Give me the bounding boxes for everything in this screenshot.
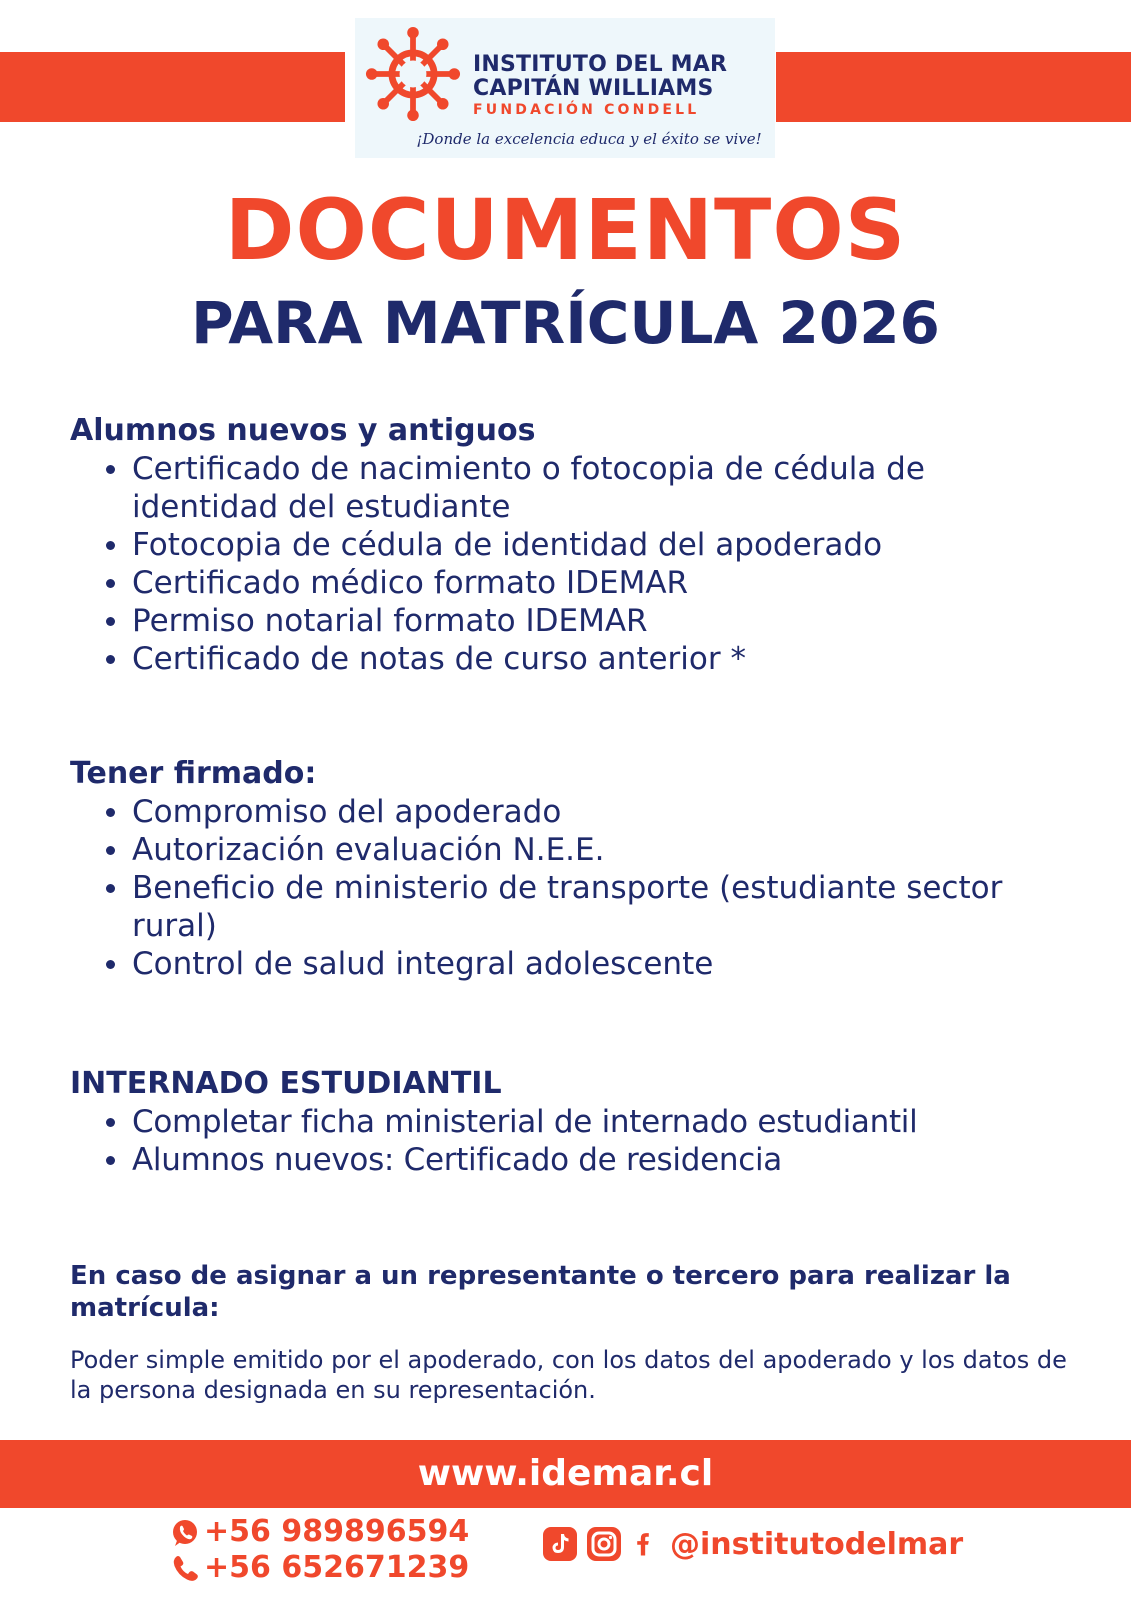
bullet-icon — [106, 960, 115, 969]
page-title: DOCUMENTOS — [224, 181, 907, 279]
section-signed-documents — [70, 755, 1080, 983]
list-item: Alumnos nuevos: Certificado de residencia — [70, 1141, 1080, 1179]
section-heading: Alumnos nuevos y antiguos — [70, 413, 536, 448]
bullet-icon — [106, 655, 115, 664]
representative-note-body: Poder simple emitido por el apoderado, con los datos del apoderado y los datos de la persona designada en su representación. — [70, 1346, 1067, 1404]
bullet-icon — [106, 579, 115, 588]
section-heading: INTERNADO ESTUDIANTIL — [70, 1066, 502, 1101]
list-item: Completar ficha ministerial de internado estudiantil — [70, 1103, 1080, 1141]
list-item: Certificado de notas de curso anterior * — [70, 640, 1080, 678]
list-item: Certificado de nacimiento o fotocopia de cédula de identidad del estudiante — [70, 450, 1080, 526]
page-subtitle: PARA MATRÍCULA 2026 — [191, 289, 940, 357]
ship-wheel-icon — [365, 26, 461, 122]
logo-foundation: FUNDACIÓN CONDELL — [473, 102, 700, 118]
bullet-icon — [106, 846, 115, 855]
slogan: ¡Donde la excelencia educa y el éxito se vive! — [416, 130, 762, 148]
list-item: Permiso notarial formato IDEMAR — [70, 602, 1080, 640]
representative-note-heading: En caso de asignar a un representante o tercero para realizar la matrícula: — [70, 1261, 1011, 1323]
phone-whatsapp[interactable]: +56 989896594 — [168, 1514, 469, 1550]
list-item: Control de salud integral adolescente — [70, 945, 1080, 983]
header-bar-right — [776, 52, 1131, 122]
instagram-icon[interactable] — [586, 1526, 622, 1562]
section-student-boarding — [70, 1065, 1080, 1179]
website-link[interactable]: www.idemar.cl — [417, 1453, 714, 1494]
tiktok-icon[interactable] — [542, 1526, 578, 1562]
bullet-icon — [106, 541, 115, 550]
whatsapp-icon — [168, 1517, 202, 1549]
list-item: Certificado médico formato IDEMAR — [70, 564, 1080, 602]
bullet-icon — [106, 1118, 115, 1127]
bullet-icon — [106, 808, 115, 817]
logo-name-line2: CAPITÁN WILLIAMS — [473, 76, 714, 101]
list-item: Autorización evaluación N.E.E. — [70, 831, 1080, 869]
bullet-icon — [106, 1156, 115, 1165]
list-item: Beneficio de ministerio de transporte (estudiante sector rural) — [70, 869, 1080, 945]
section-heading: Tener firmado: — [70, 756, 317, 791]
phone-icon — [168, 1553, 202, 1585]
bullet-icon — [106, 884, 115, 893]
facebook-icon[interactable] — [630, 1526, 656, 1562]
institution-logo — [355, 18, 775, 158]
list-item: Compromiso del apoderado — [70, 793, 1080, 831]
document-list — [70, 793, 1080, 983]
logo-name-line1: INSTITUTO DEL MAR — [473, 52, 728, 77]
document-list — [70, 1103, 1080, 1179]
document-list — [70, 450, 1080, 678]
header-bar-left — [0, 52, 345, 122]
section-new-and-returning-students — [70, 412, 1080, 678]
phone-landline[interactable]: +56 652671239 — [168, 1550, 469, 1586]
bullet-icon — [106, 617, 115, 626]
list-item: Fotocopia de cédula de identidad del apoderado — [70, 526, 1080, 564]
social-links — [542, 1522, 963, 1566]
bullet-icon — [106, 465, 115, 474]
social-handle[interactable]: @institutodelmar — [670, 1526, 964, 1562]
